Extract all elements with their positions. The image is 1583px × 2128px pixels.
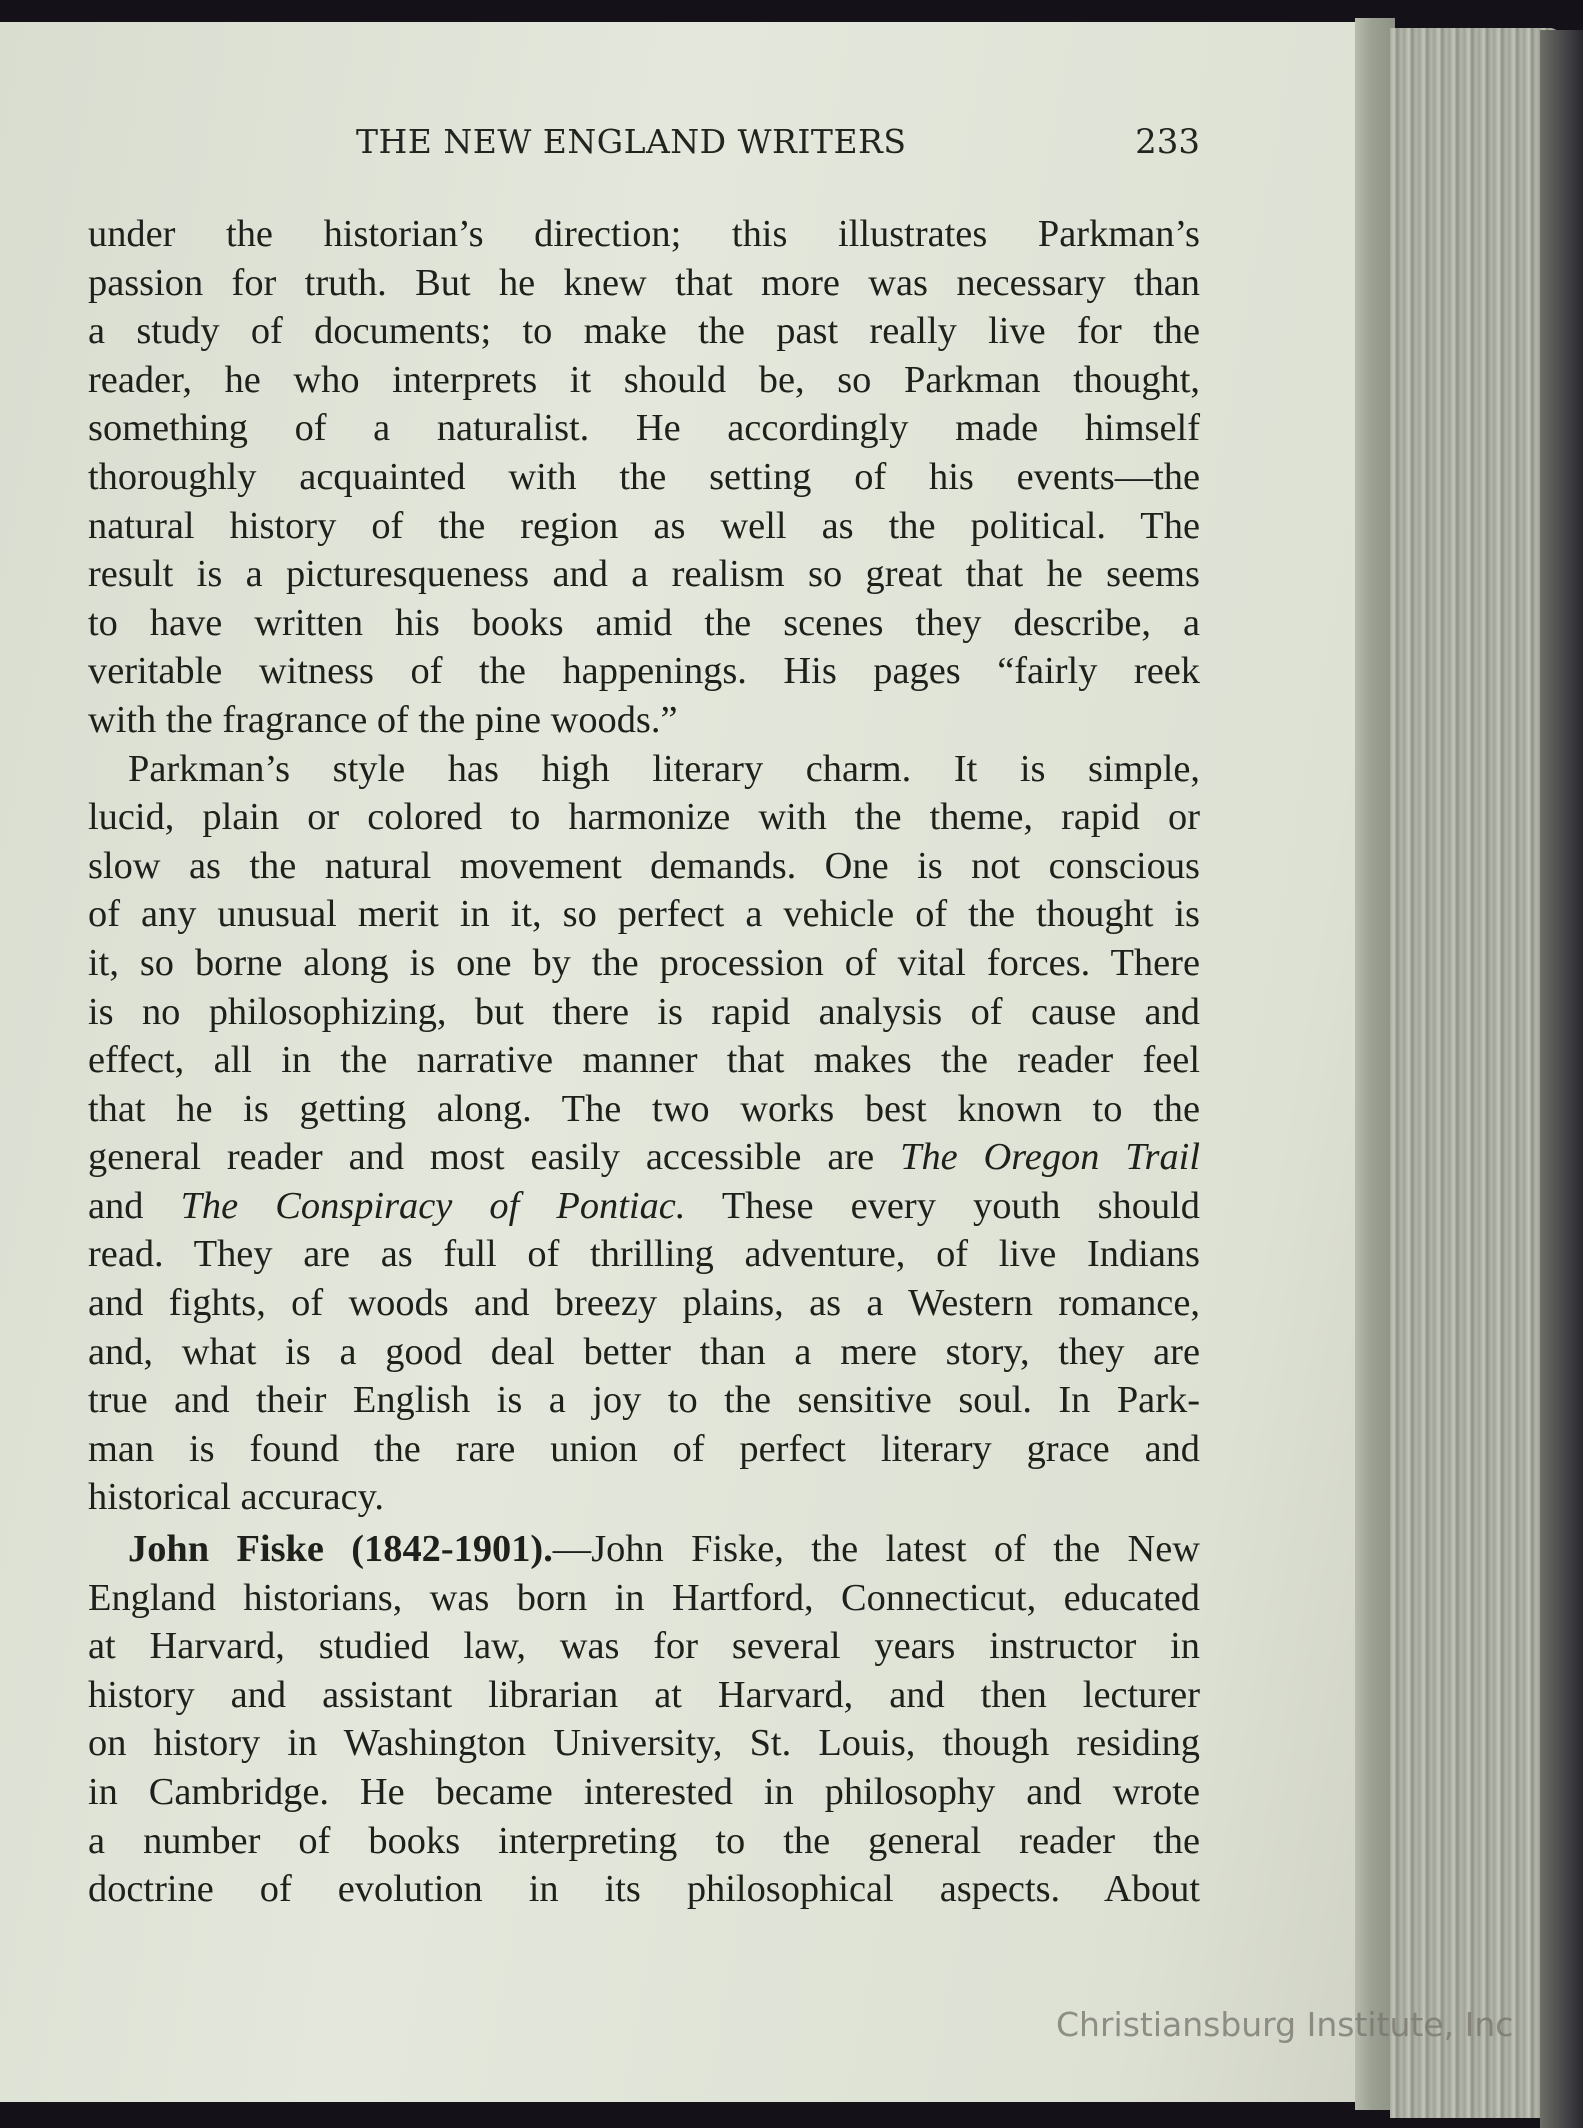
page-edges [1390, 28, 1560, 2118]
book-edge-shadow [1540, 30, 1583, 2128]
text-line: effect, all in the narrative manner that makes the reader feel [88, 1039, 1200, 1082]
text-segment: —John Fiske, the latest of the New [552, 1528, 1200, 1571]
text-line: England historians, was born in Hartford, Connecticut, educated [88, 1576, 1200, 1619]
text-line: thoroughly acquainted with the setting of his events—the [88, 455, 1200, 498]
text-line: and fights, of woods and breezy plains, as a Western romance, [88, 1282, 1200, 1325]
text-line: it, so borne along is one by the procession of vital forces. There [88, 941, 1200, 984]
text-line: passion for truth. But he knew that more was necessary than [88, 261, 1200, 304]
paragraph-john-fiske [88, 1525, 1200, 1914]
text-line: veritable witness of the happenings. His pages “fairly reek [88, 650, 1200, 693]
text-segment: general reader and most easily accessible are [88, 1136, 901, 1179]
text-line: historical accuracy. [88, 1476, 384, 1519]
text-line: Parkman’s style has high literary charm. It is simple, [128, 747, 1200, 790]
text-line: natural history of the region as well as the political. The [88, 504, 1200, 547]
text-line [88, 1133, 1200, 1182]
text-line: at Harvard, studied law, was for several years instructor in [88, 1625, 1200, 1668]
book-title-oregon-trail: The Oregon Trail [900, 1136, 1200, 1179]
text-line [88, 1182, 1200, 1231]
text-line: is no philosophizing, but there is rapid analysis of cause and [88, 990, 1200, 1033]
body-text [88, 210, 1200, 1914]
section-heading-john-fiske: John Fiske (1842-1901). [128, 1528, 553, 1571]
text-line: reader, he who interprets it should be, so Parkman thought, [88, 358, 1200, 401]
running-title: THE NEW ENGLAND WRITERS [356, 122, 907, 161]
text-line [88, 1525, 1200, 1574]
text-segment: These every youth should [685, 1184, 1200, 1227]
text-line: lucid, plain or colored to harmonize with the theme, rapid or [88, 796, 1200, 839]
text-line: result is a picturesqueness and a realism so great that he seems [88, 553, 1200, 596]
text-line: true and their English is a joy to the sensitive soul. In Park- [88, 1379, 1200, 1422]
text-line: on history in Washington University, St. Louis, though residing [88, 1722, 1200, 1765]
text-line: and, what is a good deal better than a mere story, they are [88, 1330, 1200, 1373]
text-line: man is found the rare union of perfect literary grace and [88, 1427, 1200, 1470]
page-gutter [1355, 18, 1395, 2110]
text-line: something of a naturalist. He accordingly made himself [88, 407, 1200, 450]
text-line: a study of documents; to make the past really live for the [88, 310, 1200, 353]
text-line: slow as the natural movement demands. One is not conscious [88, 844, 1200, 887]
text-line: of any unusual merit in it, so perfect a vehicle of the thought is [88, 893, 1200, 936]
paragraph-parkman-realism [88, 210, 1200, 745]
page-number: 233 [1135, 122, 1200, 162]
text-line: under the historian’s direction; this illustrates Parkman’s [88, 213, 1200, 255]
text-line: history and assistant librarian at Harvard, and then lecturer [88, 1673, 1200, 1716]
paragraph-parkman-style [88, 745, 1200, 1523]
text-line: that he is getting along. The two works best known to the [88, 1087, 1200, 1130]
text-segment: and [88, 1184, 181, 1227]
running-header [88, 122, 1200, 172]
text-line: read. They are as full of thrilling adventure, of live Indians [88, 1233, 1200, 1276]
text-line: a number of books interpreting to the general reader the [88, 1819, 1200, 1862]
book-title-conspiracy-of-pontiac: The Conspiracy of Pontiac. [180, 1184, 686, 1227]
watermark: Christiansburg Institute, Inc [1056, 2005, 1514, 2044]
text-line: with the fragrance of the pine woods.” [88, 698, 678, 741]
text-line: in Cambridge. He became interested in philosophy and wrote [88, 1771, 1200, 1813]
text-line: doctrine of evolution in its philosophical aspects. About [88, 1868, 1200, 1911]
text-line: to have written his books amid the scenes they describe, a [88, 601, 1200, 644]
